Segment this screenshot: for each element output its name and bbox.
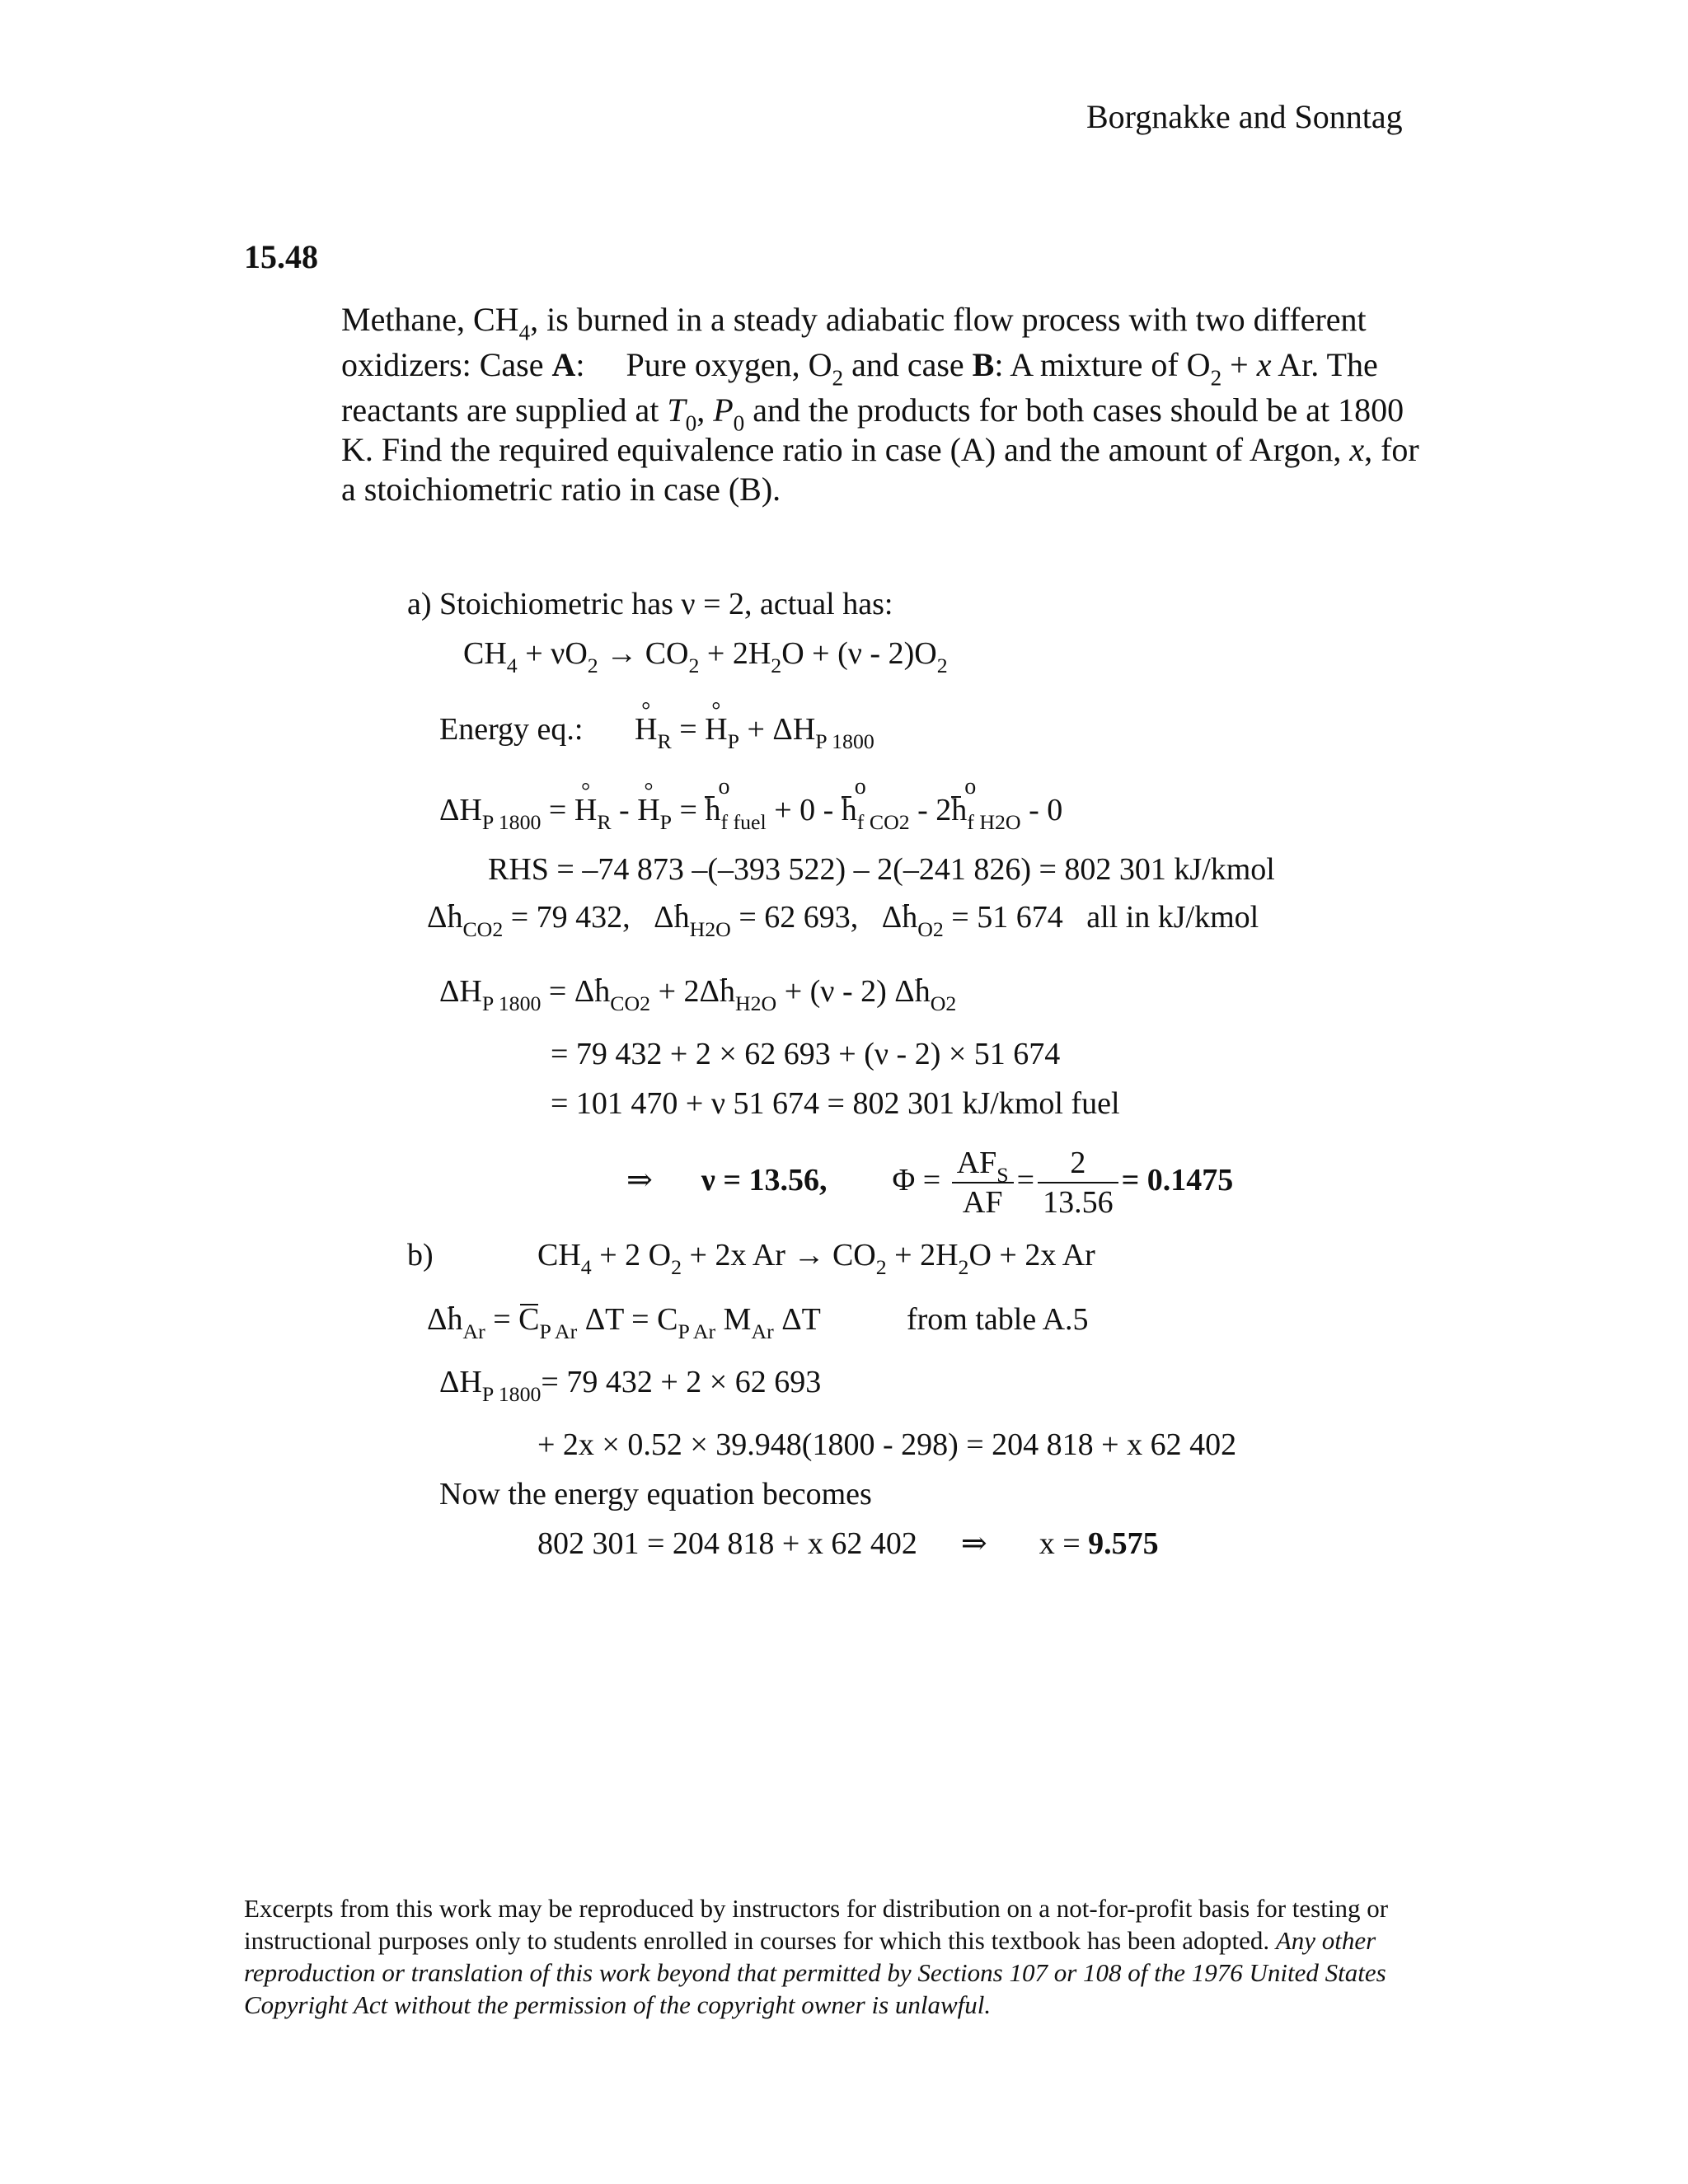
final-equation: 802 301 = 204 818 + x 62 402 (537, 1526, 917, 1561)
footer-italic-text: Any other reproduction or translation of this work beyond that permitted by Sections 107 or 108 of the 1976 United States Copyright Act without the permission of the copyright owner is unlawful. (244, 1926, 1386, 2019)
copyright-footer (244, 1892, 1447, 2021)
energy-eq: ° $H_R$ = ° $H_P + \Delta H_{P 1800}$ (635, 710, 874, 748)
enthalpy-values: $\Delta h_{CO2} = 79$ 432, $\Delta h_{H2O} = 62$ 693, $\Delta h_{O2} = 51$ 674 all in kJ/kmol (427, 900, 1259, 941)
delta-h-equation: $\Delta H_{P 1800}$ = ° $H_R$ - ° $H_P = o$ $h_{f fuel} + 0 - o$ $h_{f CO2} - 2o$ $h_{f H2O} - 0$ (439, 791, 1062, 829)
result-line: ⇒ ν = 13.56, Φ = $\frac{AF_S}{AF}$ = $\frac{2}{13.56}$ = 0.1475 (626, 1146, 1234, 1221)
dh-products-b: $\Delta H_{P 1800}= 79$ 432 + 2 × 62 693 (439, 1365, 822, 1406)
nu-result: ν = 13.56, (701, 1163, 828, 1197)
energy-eq-statement: Now the energy equation becomes (439, 1477, 872, 1511)
reaction-b: $CH_4 + 2$ $O_2 + 2x$ $Ar \to CO_2 + 2H_2O + 2x$ Ar (537, 1238, 1095, 1279)
dh-argon: $\Delta h_{Ar} = C_{P Ar}$ $\Delta T = C_{P Ar}$ $M_{Ar}$ ΔT (427, 1302, 821, 1343)
final-arrow: ⇒ (960, 1526, 987, 1561)
dh-products-b-cont: + 2x × 0.52 × 39.948(1800 - 298) = 204 818 + x 62 402 (537, 1427, 1237, 1462)
part-b-label: b) (407, 1238, 434, 1272)
problem-number: 15.48 (244, 238, 318, 275)
reaction-a: $CH_4 + \nu O_2 \to CO_2 + 2H_2O + (\nu - 2)O_2$ (463, 636, 948, 677)
energy-eq-label: Energy eq.: (439, 712, 584, 747)
statement-line-2: oxidizers: Case A: Pure oxygen, $O_2$ and case B: A mixture of $O_2 + x$ Ar. The (341, 346, 1378, 391)
final-line (537, 1525, 1159, 1563)
header-authors: Borgnakke and Sonntag (1086, 98, 1403, 135)
part-a-intro: a) Stoichiometric has ν = 2, actual has: (407, 587, 893, 621)
statement-line-5: a stoichiometric ratio in case (B). (341, 471, 781, 508)
phi-result: = 0.1475 (1121, 1163, 1234, 1197)
table-reference: from table A.5 (907, 1302, 1089, 1337)
statement-line-3: reactants are supplied at $T_0$, $P_0$ and the products for both cases should be at 1800 (341, 391, 1404, 436)
phi-prefix: Φ = (892, 1163, 941, 1197)
rhs-line: RHS = –74 873 –(–393 522) – 2(–241 826) = 802 301 kJ/kmol (488, 852, 1275, 887)
calc-line-1: = 79 432 + 2 × 62 693 + (ν - 2) × 51 674 (551, 1037, 1061, 1071)
final-x-label: x = (1039, 1526, 1081, 1561)
footer-text: Excerpts from this work may be reproduced by instructors for distribution on a not-for-profit basis for testing or instructional purposes only to students enrolled in courses for which this textbook has been adopted. (244, 1894, 1389, 1955)
statement-line-4: K. Find the required equivalence ratio in case (A) and the amount of Argon, x, for (341, 431, 1419, 468)
delta-h-sum: $\Delta H_{P 1800} = \Delta h_{CO2} + 2\Delta h_{H2O} + (\nu - 2)$ $\Delta h_{O2}$ (439, 974, 957, 1015)
implies-arrow: ⇒ (626, 1163, 653, 1197)
final-x-value: 9.575 (1088, 1526, 1159, 1561)
statement-line-1: Methane, $CH_4$, is burned in a steady adiabatic flow process with two different (341, 301, 1367, 345)
numeric-fraction: $\frac{2}{13.56}$ (1038, 1144, 1118, 1221)
af-fraction: $\frac{AF_S}{AF}$ (952, 1144, 1014, 1221)
calc-line-2: = 101 470 + ν 51 674 = 802 301 kJ/kmol fuel (551, 1086, 1120, 1121)
